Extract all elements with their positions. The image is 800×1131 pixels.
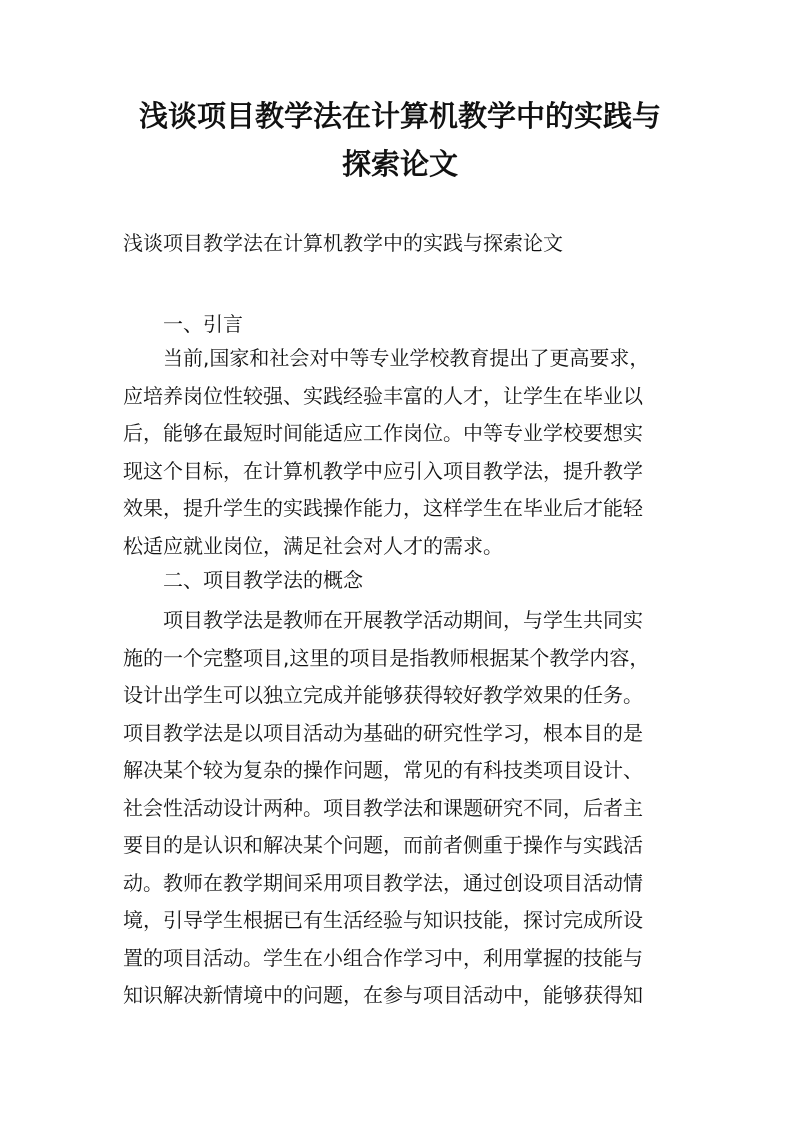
paragraph-line: 现这个目标，在计算机教学中应引入项目教学法，提升教学 (123, 458, 643, 483)
section-2-heading: 二、项目教学法的概念 (163, 568, 363, 592)
paragraph-line: 解决某个较为复杂的操作问题，常见的有科技类项目设计、 (123, 758, 643, 782)
paragraph-line: 施的一个完整项目,这里的项目是指教师根据某个教学内容， (123, 645, 650, 670)
paragraph-line: 效果，提升学生的实践操作能力，这样学生在毕业后才能轻 (123, 496, 643, 520)
paragraph-line: 社会性活动设计两种。项目教学法和课题研究不同，后者主 (123, 795, 643, 820)
paragraph-line: 松适应就业岗位，满足社会对人才的需求。 (123, 533, 503, 558)
document-subtitle: 浅谈项目教学法在计算机教学中的实践与探索论文 (123, 231, 563, 255)
paragraph-line: 动。教师在教学期间采用项目教学法，通过创设项目活动情 (123, 870, 643, 895)
title-line-2: 探索论文 (341, 147, 458, 181)
paragraph-line: 境，引导学生根据已有生活经验与知识技能，探讨完成所设 (123, 908, 643, 932)
section-1-heading: 一、引言 (163, 312, 243, 336)
paragraph-line: 当前,国家和社会对中等专业学校教育提出了更高要求， (123, 346, 650, 370)
section-2-paragraph (123, 602, 683, 1015)
paragraph-line: 要目的是认识和解决某个问题，而前者侧重于操作与实践活 (123, 833, 643, 857)
paragraph-line: 置的项目活动。学生在小组合作学习中，利用掌握的技能与 (123, 945, 643, 970)
paragraph-line: 设计出学生可以独立完成并能够获得较好教学效果的任务。 (123, 683, 643, 707)
document-title (0, 92, 800, 188)
section-1-paragraph (123, 340, 683, 565)
paragraph-line: 后，能够在最短时间能适应工作岗位。中等专业学校要想实 (123, 421, 643, 445)
paragraph-line: 应培养岗位性较强、实践经验丰富的人才，让学生在毕业以 (123, 383, 643, 408)
paragraph-line: 项目教学法是教师在开展教学活动期间，与学生共同实 (123, 608, 643, 632)
title-line-1: 浅谈项目教学法在计算机教学中的实践与 (138, 99, 661, 133)
paragraph-line: 知识解决新情境中的问题，在参与项目活动中，能够获得知 (123, 983, 643, 1007)
paragraph-line: 项目教学法是以项目活动为基础的研究性学习，根本目的是 (123, 720, 643, 745)
